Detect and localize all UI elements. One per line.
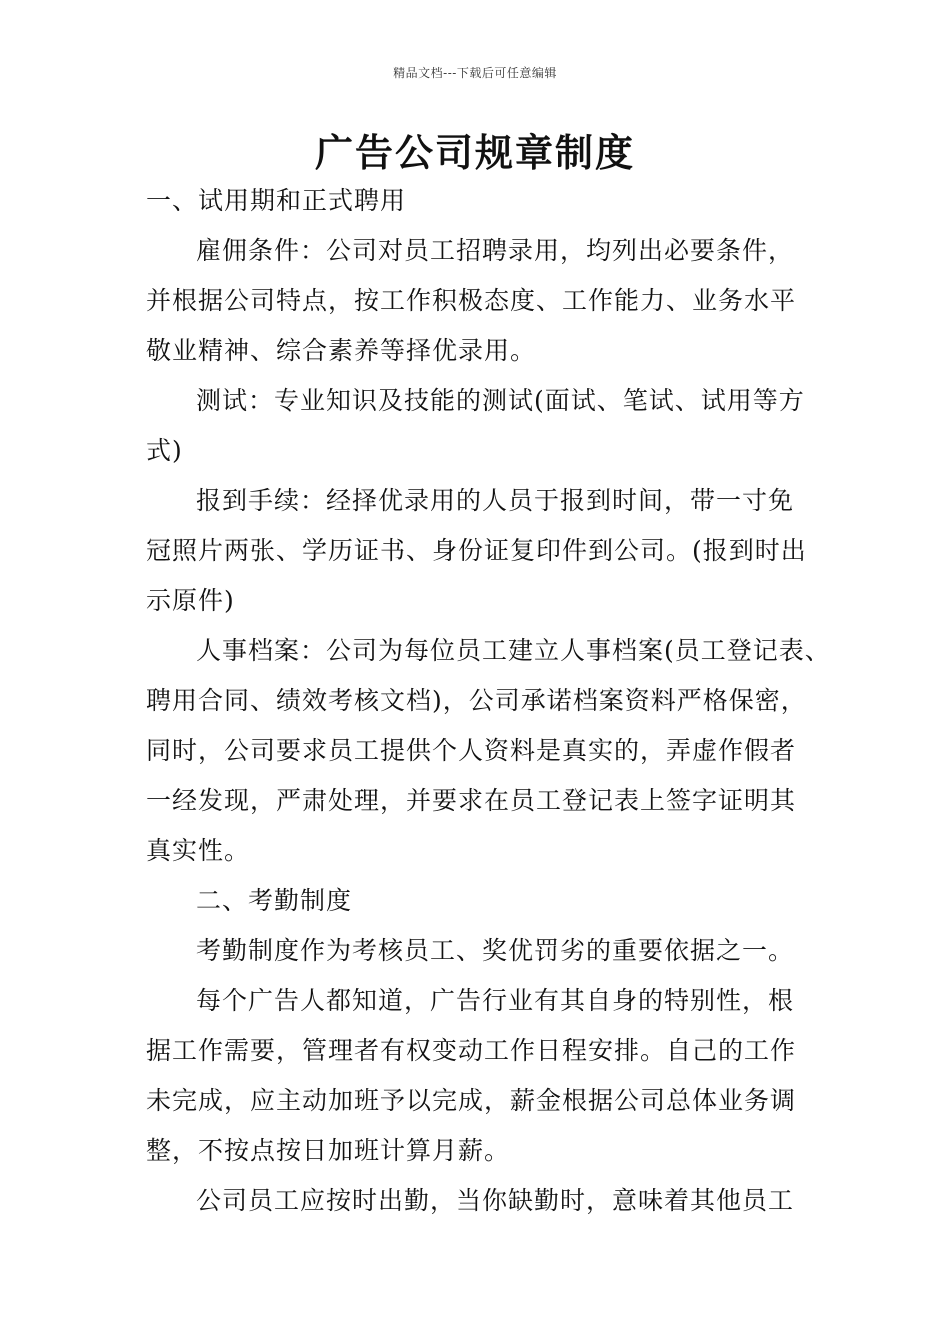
text-line: 并根据公司特点，按工作积极态度、工作能力、业务水平 bbox=[146, 286, 797, 315]
text-line: 未完成，应主动加班予以完成，薪金根据公司总体业务调 bbox=[146, 1086, 797, 1115]
text-line: 真实性。 bbox=[146, 836, 251, 865]
text-line: 据工作需要，管理者有权变动工作日程安排。自己的工作 bbox=[146, 1036, 797, 1065]
section-heading: 二、考勤制度 bbox=[196, 886, 353, 915]
text-line: 式) bbox=[146, 436, 183, 465]
text-line: 示原件) bbox=[146, 586, 235, 615]
text-line: 每个广告人都知道，广告行业有其自身的特别性，根 bbox=[196, 986, 795, 1015]
document-title: 广告公司规章制度 bbox=[314, 131, 635, 175]
text-line: 公司员工应按时出勤，当你缺勤时，意味着其他员工 bbox=[196, 1186, 795, 1215]
text-line: 敬业精神、综合素养等择优录用。 bbox=[146, 336, 537, 365]
text-line: 人事档案：公司为每位员工建立人事档案(员工登记表、 bbox=[196, 636, 831, 665]
text-line: 报到手续：经择优录用的人员于报到时间，带一寸免 bbox=[196, 486, 795, 515]
document-body bbox=[146, 176, 830, 1226]
text-line: 同时，公司要求员工提供个人资料是真实的，弄虚作假者 bbox=[146, 736, 797, 765]
text-line: 一、试用期和正式聘用 bbox=[146, 186, 407, 215]
text-line: 聘用合同、绩效考核文档)，公司承诺档案资料严格保密， bbox=[146, 686, 807, 715]
header-note: 精品文档---下载后可任意编辑 bbox=[393, 66, 557, 80]
text-line: 雇佣条件：公司对员工招聘录用，均列出必要条件， bbox=[196, 236, 795, 265]
text-line: 一经发现，严肃处理，并要求在员工登记表上签字证明其 bbox=[146, 786, 797, 815]
text-line: 考勤制度作为考核员工、奖优罚劣的重要依据之一。 bbox=[196, 936, 795, 965]
text-line: 整，不按点按日加班计算月薪。 bbox=[146, 1136, 511, 1165]
text-line: 冠照片两张、学历证书、身份证复印件到公司。(报到时出 bbox=[146, 536, 807, 565]
text-line: 测试：专业知识及技能的测试(面试、笔试、试用等方 bbox=[196, 386, 805, 415]
